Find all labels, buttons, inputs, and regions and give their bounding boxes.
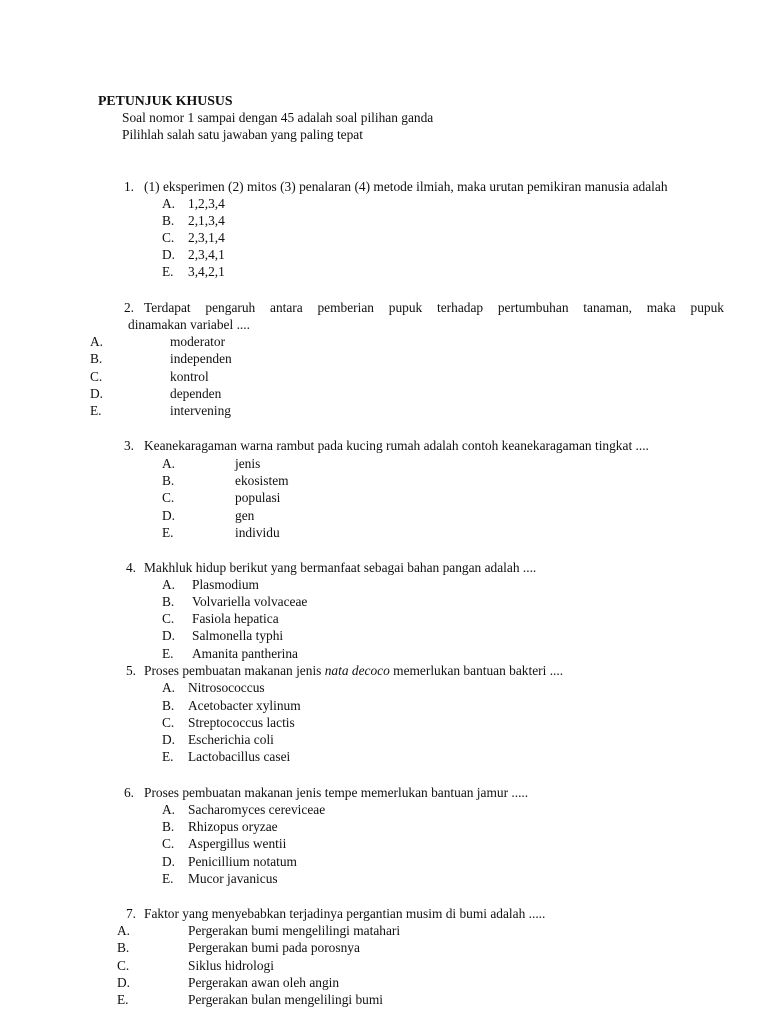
option-letter: A. (162, 577, 176, 592)
option-letter: B. (90, 351, 103, 366)
option-text: Acetobacter xylinum (188, 698, 301, 713)
option-letter: C. (162, 490, 175, 505)
question-number: 5. (125, 663, 136, 678)
option-text: gen (235, 508, 255, 523)
option-text: Escherichia coli (188, 732, 274, 747)
option-letter: B. (162, 698, 175, 713)
option-text: Siklus hidrologi (188, 958, 274, 973)
question-number: 2. (123, 300, 134, 315)
option-text: Volvariella volvaceae (192, 594, 308, 609)
question-number: 4. (125, 560, 136, 575)
question-text-end: memerlukan bantuan bakteri .... (389, 663, 564, 678)
option-letter: E. (162, 646, 174, 661)
option-letter: E. (90, 403, 102, 418)
option-text: Pergerakan bulan mengelilingi bumi (188, 992, 383, 1007)
question-text-continued: dinamakan variabel .... (128, 317, 250, 332)
option-letter: C. (117, 958, 130, 973)
instruction-line-2: Pilihlah salah satu jawaban yang paling tepat (122, 127, 363, 142)
option-letter: D. (162, 732, 176, 747)
option-text: Pergerakan awan oleh angin (188, 975, 340, 990)
option-text: Penicillium notatum (188, 854, 297, 869)
option-text: Amanita pantherina (192, 646, 298, 661)
option-letter: E. (117, 992, 129, 1007)
question-text: Keanekaragaman warna rambut pada kucing rumah adalah contoh keanekaragaman tingkat .... (144, 438, 649, 453)
question-text: Makhluk hidup berikut yang bermanfaat sebagai bahan pangan adalah .... (144, 560, 537, 575)
option-text: dependen (170, 386, 222, 401)
option-text: Rhizopus oryzae (188, 819, 278, 834)
option-letter: B. (162, 473, 175, 488)
question-text: (1) eksperimen (2) mitos (3) penalaran (4) metode ilmiah, maka urutan pemikiran manusia adalah (144, 179, 668, 194)
option-letter: D. (162, 628, 176, 643)
question-text-start: Proses pembuatan makanan jenis (144, 663, 325, 678)
option-letter: C. (162, 836, 175, 851)
option-text: Salmonella typhi (192, 628, 284, 643)
option-text: kontrol (170, 369, 209, 384)
option-letter: E. (162, 871, 174, 886)
question-text (144, 662, 563, 679)
option-text: individu (235, 525, 280, 540)
option-letter: A. (117, 923, 131, 938)
option-text: Streptococcus lactis (188, 715, 295, 730)
option-text: Plasmodium (192, 577, 259, 592)
option-text: Mucor javanicus (188, 871, 278, 886)
option-letter: B. (162, 594, 175, 609)
question-number: 1. (123, 179, 134, 194)
option-text: Sacharomyces cereviceae (188, 802, 326, 817)
option-text: Aspergillus wentii (188, 836, 287, 851)
option-text: intervening (170, 403, 231, 418)
instruction-line-1: Soal nomor 1 sampai dengan 45 adalah soal pilihan ganda (122, 110, 434, 125)
option-text: 2,3,1,4 (188, 230, 225, 245)
option-letter: D. (90, 386, 104, 401)
question-text: Faktor yang menyebabkan terjadinya pergantian musim di bumi adalah ..... (144, 906, 546, 921)
option-text: 3,4,2,1 (188, 264, 225, 279)
option-text: Fasiola hepatica (192, 611, 279, 626)
option-text: Pergerakan bumi mengelilingi matahari (188, 923, 401, 938)
option-letter: D. (162, 508, 176, 523)
option-text: Lactobacillus casei (188, 749, 291, 764)
option-text: Nitrosococcus (188, 680, 265, 695)
option-text: populasi (235, 490, 281, 505)
question-number: 6. (123, 785, 134, 800)
option-text: 2,1,3,4 (188, 213, 225, 228)
question-number: 7. (125, 906, 136, 921)
option-letter: B. (162, 819, 175, 834)
option-letter: D. (162, 854, 176, 869)
option-text: independen (170, 351, 232, 366)
option-text: Pergerakan bumi pada porosnya (188, 940, 360, 955)
option-letter: E. (162, 525, 174, 540)
option-letter: C. (90, 369, 103, 384)
question-number: 3. (123, 438, 134, 453)
option-text: ekosistem (235, 473, 289, 488)
option-letter: A. (162, 802, 176, 817)
question-text: Proses pembuatan makanan jenis tempe memerlukan bantuan jamur ..... (144, 785, 529, 800)
option-letter: A. (162, 680, 176, 695)
option-letter: C. (162, 715, 175, 730)
option-letter: C. (162, 611, 175, 626)
question-text: Terdapat pengaruh antara pemberian pupuk terhadap pertumbuhan tanaman, maka pupuk (144, 300, 724, 315)
option-letter: D. (162, 247, 176, 262)
option-letter: A. (162, 456, 176, 471)
option-letter: A. (90, 334, 104, 349)
option-letter: E. (162, 749, 174, 764)
option-text: moderator (170, 334, 226, 349)
option-letter: B. (162, 213, 175, 228)
option-text: jenis (235, 456, 261, 471)
option-letter: D. (117, 975, 131, 990)
option-letter: E. (162, 264, 174, 279)
option-text: 2,3,4,1 (188, 247, 225, 262)
option-text: 1,2,3,4 (188, 196, 225, 211)
option-letter: C. (162, 230, 175, 245)
option-letter: A. (162, 196, 176, 211)
question-text-italic: nata decoco (324, 663, 390, 678)
section-title: PETUNJUK KHUSUS (98, 93, 233, 108)
option-letter: B. (117, 940, 130, 955)
